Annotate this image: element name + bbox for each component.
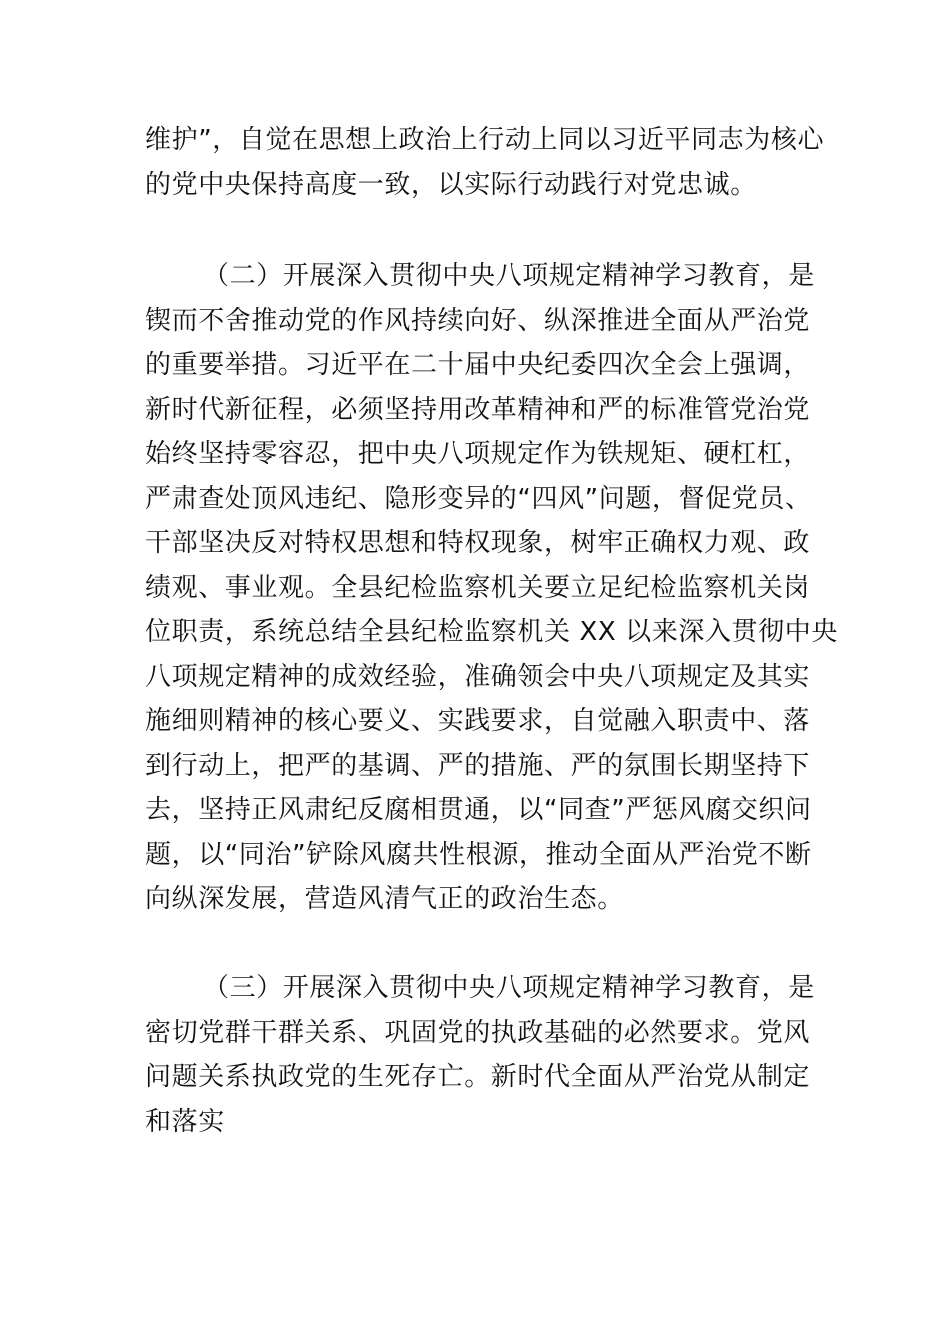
paragraph-line: 维护”，自觉在思想上政治上行动上同以习近平同志为核心 [145,125,825,155]
paragraph-line: 题，以“同治”铲除风腐共性根源，推动全面从严治党不断 [145,839,812,870]
paragraph-1 [145,118,825,207]
paragraph-2 [145,254,838,922]
paragraph-line: 问题关系执政党的生死存亡。新时代全面从严治党从制定 [145,1062,811,1092]
paragraph-line: 到行动上，把严的基调、严的措施、严的氛围长期坚持下 [145,750,811,781]
paragraph-line: 去，坚持正风肃纪反腐相贯通，以“同查”严惩风腐交织问 [145,795,812,825]
paragraph-line: 八项规定精神的成效经验，准确领会中央八项规定及其实 [145,661,811,692]
paragraph-line: 始终坚持零容忍，把中央八项规定作为铁规矩、硬杠杠， [145,439,811,469]
paragraph-line: 锲而不舍推动党的作风持续向好、纵深推进全面从严治党 [145,305,811,336]
paragraph-line: 密切党群干群关系、巩固党的执政基础的必然要求。党风 [145,1017,811,1048]
paragraph-line: 的党中央保持高度一致，以实际行动践行对党忠诚。 [145,169,757,200]
paragraph-line: 新时代新征程，必须坚持用改革精神和严的标准管党治党 [145,394,811,425]
paragraph-line: 向纵深发展，营造风清气正的政治生态。 [145,884,624,914]
paragraph-line: 严肃查处顶风违纪、隐形变异的“四风”问题，督促党员、 [145,483,812,514]
paragraph-line: 绩观、事业观。全县纪检监察机关要立足纪检监察机关岗 [145,572,811,603]
paragraph-line: （二）开展深入贯彻中央八项规定精神学习教育，是 [203,261,815,291]
paragraph-line: 施细则精神的核心要义、实践要求，自觉融入职责中、落 [145,706,811,736]
paragraph-line: 位职责，系统总结全县纪检监察机关 XX 以来深入贯彻中央 [145,617,838,647]
paragraph-line: 和落实 [145,1106,225,1137]
paragraph-line: （三）开展深入贯彻中央八项规定精神学习教育，是 [203,973,815,1003]
paragraph-line: 干部坚决反对特权思想和特权现象，树牢正确权力观、政 [145,528,811,558]
paragraph-3 [145,966,815,1144]
paragraph-line: 的重要举措。习近平在二十届中央纪委四次全会上强调， [145,350,811,380]
